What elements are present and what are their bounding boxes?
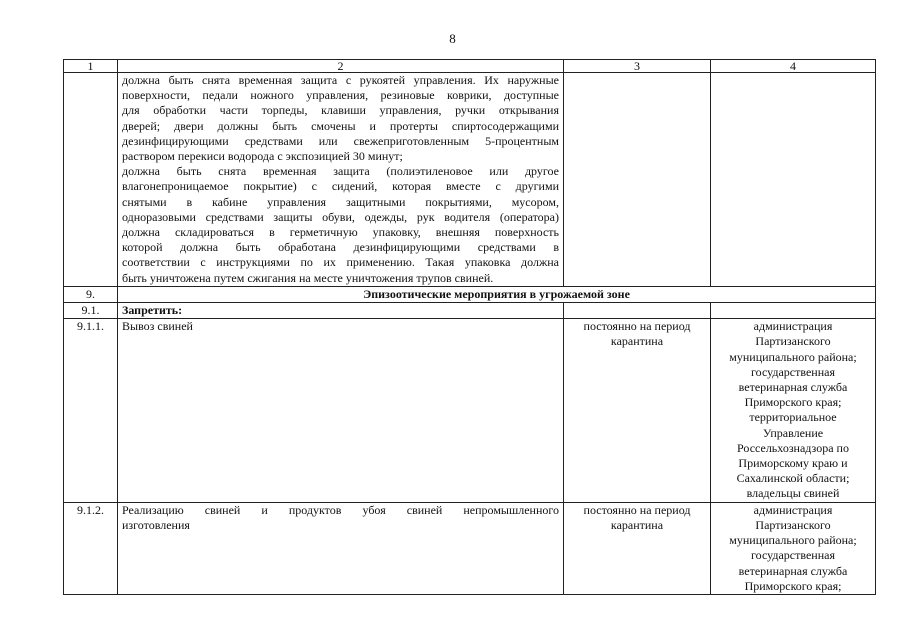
continued-text-cell bbox=[118, 73, 564, 287]
responsible-line: государственная bbox=[751, 548, 835, 563]
text-line: которой должна быть обработана дезинфицирующими средствами в bbox=[122, 240, 559, 255]
subsection-number: 9.1. bbox=[64, 303, 118, 319]
term-line: карантина bbox=[610, 517, 664, 532]
responsible-cell bbox=[711, 502, 876, 594]
responsible-line: муниципального района; bbox=[729, 349, 857, 364]
section-number: 9. bbox=[64, 286, 118, 302]
measure-line: Реализацию свиней и продуктов убоя свиней непромышленного bbox=[122, 502, 559, 517]
continued-number-cell bbox=[64, 73, 118, 287]
column-number-4: 4 bbox=[711, 60, 876, 73]
measure-cell bbox=[118, 502, 564, 594]
text-line: одноразовыми средствами защиты обуви, одежды, рук водителя (оператора) bbox=[122, 209, 559, 224]
section-row bbox=[64, 286, 876, 302]
text-line: дверей; двери должны быть смочены и протерты спиртосодержащими bbox=[122, 118, 559, 133]
subsection-title: Запретить: bbox=[118, 303, 564, 319]
term-cell bbox=[564, 502, 711, 594]
term-cell bbox=[564, 319, 711, 502]
responsible-line: Приморскому краю и bbox=[738, 456, 848, 471]
column-number-1: 1 bbox=[64, 60, 118, 73]
continued-term-cell bbox=[564, 73, 711, 287]
continued-row bbox=[64, 73, 876, 287]
row-number: 9.1.2. bbox=[64, 502, 118, 594]
text-line: снятыми в кабине управления защитными покрытиями, мусором, bbox=[122, 194, 559, 209]
responsible-line: ветеринарная служба bbox=[738, 380, 848, 395]
term-line: постоянно на период bbox=[583, 319, 691, 334]
responsible-line: Партизанского bbox=[755, 517, 831, 532]
continued-responsible-cell bbox=[711, 73, 876, 287]
column-number-3: 3 bbox=[564, 60, 711, 73]
responsible-line: владельцы свиней bbox=[746, 486, 840, 501]
measures-table bbox=[63, 59, 876, 595]
row-number: 9.1.1. bbox=[64, 319, 118, 502]
responsible-line: Сахалинской области; bbox=[736, 471, 850, 486]
column-number-row bbox=[64, 60, 876, 73]
responsible-line: Партизанского bbox=[755, 334, 831, 349]
text-line: должна быть снята временная защита (полиэтиленовое или другое bbox=[122, 164, 559, 179]
responsible-line: Приморского края; bbox=[744, 395, 842, 410]
text-line: поверхности, педали ножного управления, резиновые коврики, доступные bbox=[122, 88, 559, 103]
text-line: соответствии с инструкциями по их применению. Такая упаковка должна bbox=[122, 255, 559, 270]
text-line: раствором перекиси водорода с экспозицией 30 минут; bbox=[122, 149, 403, 164]
responsible-line: администрация bbox=[753, 319, 833, 334]
table-row bbox=[64, 502, 876, 594]
measure-line: изготовления bbox=[122, 517, 190, 532]
page-number: 8 bbox=[449, 31, 456, 46]
term-line: карантина bbox=[610, 334, 664, 349]
responsible-cell bbox=[711, 319, 876, 502]
responsible-line: муниципального района; bbox=[729, 533, 857, 548]
subsection-empty-cell bbox=[564, 303, 711, 319]
responsible-line: государственная bbox=[751, 364, 835, 379]
text-line: влагонепроницаемое покрытие) с сидений, которая вместе с другими bbox=[122, 179, 559, 194]
measure-cell bbox=[118, 319, 564, 502]
section-title: Эпизоотические мероприятия в угрожаемой зоне bbox=[118, 286, 876, 302]
subsection-empty-cell bbox=[711, 303, 876, 319]
text-line: быть уничтожена путем сжигания на месте уничтожения трупов свиней. bbox=[122, 270, 494, 285]
responsible-line: Приморского края; bbox=[744, 578, 842, 593]
term-line: постоянно на период bbox=[583, 502, 691, 517]
responsible-line: ветеринарная служба bbox=[738, 563, 848, 578]
table-row bbox=[64, 319, 876, 502]
text-line: дезинфицирующими средствами или свежеприготовленным 5-процентным bbox=[122, 133, 559, 148]
text-line: должна складироваться в герметичную упаковку, внешняя поверхность bbox=[122, 225, 559, 240]
responsible-line: территориальное bbox=[749, 410, 837, 425]
responsible-line: Управление bbox=[762, 425, 824, 440]
text-line: должна быть снята временная защита с рукоятей управления. Их наружные bbox=[122, 73, 559, 87]
responsible-line: администрация bbox=[753, 502, 833, 517]
responsible-line: Россельхознадзора по bbox=[737, 440, 849, 455]
subsection-row bbox=[64, 303, 876, 319]
measure-line: Вывоз свиней bbox=[122, 319, 193, 334]
text-line: для обработки части торпеды, клавиши управления, ручки открывания bbox=[122, 103, 559, 118]
column-number-2: 2 bbox=[118, 60, 564, 73]
